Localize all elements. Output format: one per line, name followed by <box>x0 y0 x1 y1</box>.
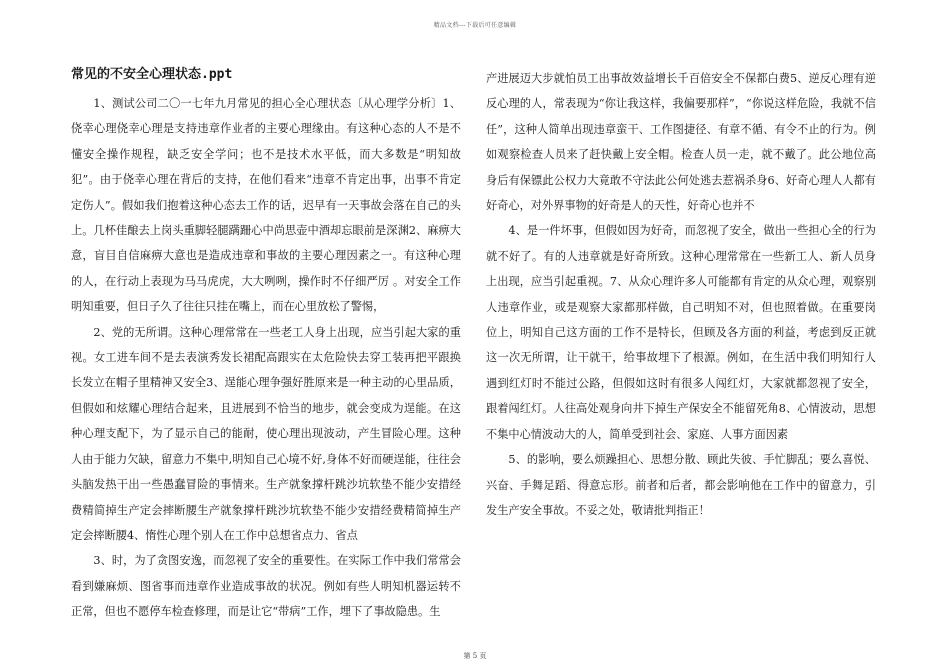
paragraph: 4、是一件坏事，但假如因为好奇，而忽视了安全，做出一些担心全的行为就不好了。有的人违章就是好奇所致。这种心理常常在一些新工人、新人员身上出现，应当引起重视。7、从众心理许多人可能都有肯定的从众心理，观察别人违章作业，或是观察大家都那样做，自己明知不对，但也照着做。在重要岗位上，明知自己这方面的工作不是特长，但顾及各方面的利益，考虑到反正就这一次无所谓，让干就干，给事故埋下了根源。例如，在生活中我们明知行人遇到红灯时不能过公路，但假如这时有很多人闯红灯，大家就都忽视了安全，跟着闯红灯。人往高处观身向井下掉生产保安全不能留死角8、心情波动，思想不集中心情波动大的人，简单受到社会、家庭、人事方面因素 <box>486 224 876 441</box>
page-header: 精品文档---下载后可任意编辑 <box>433 22 517 29</box>
document-title: 常见的不安全心理状态.ppt <box>71 67 233 82</box>
page-number: 第 5 页 <box>463 652 487 660</box>
paragraph: 1、测试公司二〇一七年九月常见的担心全心理状态〔从心理学分析〕1、侥幸心理侥幸心理是支持违章作业者的主要心理缘由。有这种心态的人不是不懂安全操作规程，缺乏安全学问；也不是技术水平低，而大多数是“明知故犯”。由于侥幸心理在背后的支持，在他们看来“违章不肯定出事，出事不肯定定伤人”。假如我们抱着这种心态去工作的话，迟早有一天事故会落在自己的头上。几杯佳酿去上岗头重脚轻腿蹒跚心中尚思壶中酒却忘眼前是深渊2、麻痹大意，盲目自信麻痹大意也是造成违章和事故的主要心理因素之一。有这种心理的人，在行动上表现为马马虎虎，大大咧咧，操作时不仔细严厉 。对安全工作明知重要，但日子久了往往只挂在嘴上，而在心里放松了警惕， <box>71 97 461 314</box>
paragraph: 5、的影响，要么烦躁担心、思想分散、顾此失彼、手忙脚乱；要么喜悦、兴奋、手舞足蹈、得意忘形。前者和后者，都会影响他在工作中的留意力，引发生产安全事故。不妥之处，敬请批判指正！ <box>486 453 876 517</box>
paragraph: 2、党的无所谓。这种心理常常在一些老工人身上出现，应当引起大家的重视。女工进车间不是去表演秀发长裙配高跟实在太危险快去穿工装再把平跟换长发立在帽子里精神又安全3、逞能心理争强好胜原来是一种主动的心里品质，但假如和炫耀心理结合起来，且进展到不恰当的地步，就会变成为逞能。在这种心理支配下，为了显示自己的能耐，使心理出现波动，产生冒险心理。这种人由于能力欠缺，留意力不集中,明知自己心境不好,身体不好而硬逞能，往往会头脑发热干出一些愚蠢冒险的事情来。生产就象撑杆跳沙坑软垫不能少安措经费精简掉生产定会摔断腰生产就象撑杆跳沙坑软垫不能少安措经费精简掉生产定会摔断腰4、惰性心理个别人在工作中总想省点力、省点 <box>71 325 461 542</box>
left-column <box>71 66 461 625</box>
paragraph-continued: 产进展迈大步就怕员工出事故效益增长千百倍安全不保都白费5、逆反心理有逆反心理的人，常表现为“你让我这样，我偏要那样”，“你说这样危险，我就不信任”，这种人简单出现违章蛮干、工作图捷径、有章不循、有令不止的行为。例如观察检查人员来了赶快戴上安全帽。检查人员一走，就不戴了。此公地位高身后有保镖此公权力大竟敢不守法此公何处逃去惹祸杀身6、好奇心理人人都有好奇心，对外界事物的好奇是人的天性，好奇心也并不 <box>486 72 876 213</box>
paragraph: 3、时，为了贪图安逸，而忽视了安全的重要性。在实际工作中我们常常会看到嫌麻烦、图省事而违章作业造成事故的状况。例如有些人明知机器运转不正常，但也不愿停车检查修理，而是让它“带病”工作，埋下了事故隐患。生 <box>71 554 461 619</box>
right-column <box>486 66 876 523</box>
